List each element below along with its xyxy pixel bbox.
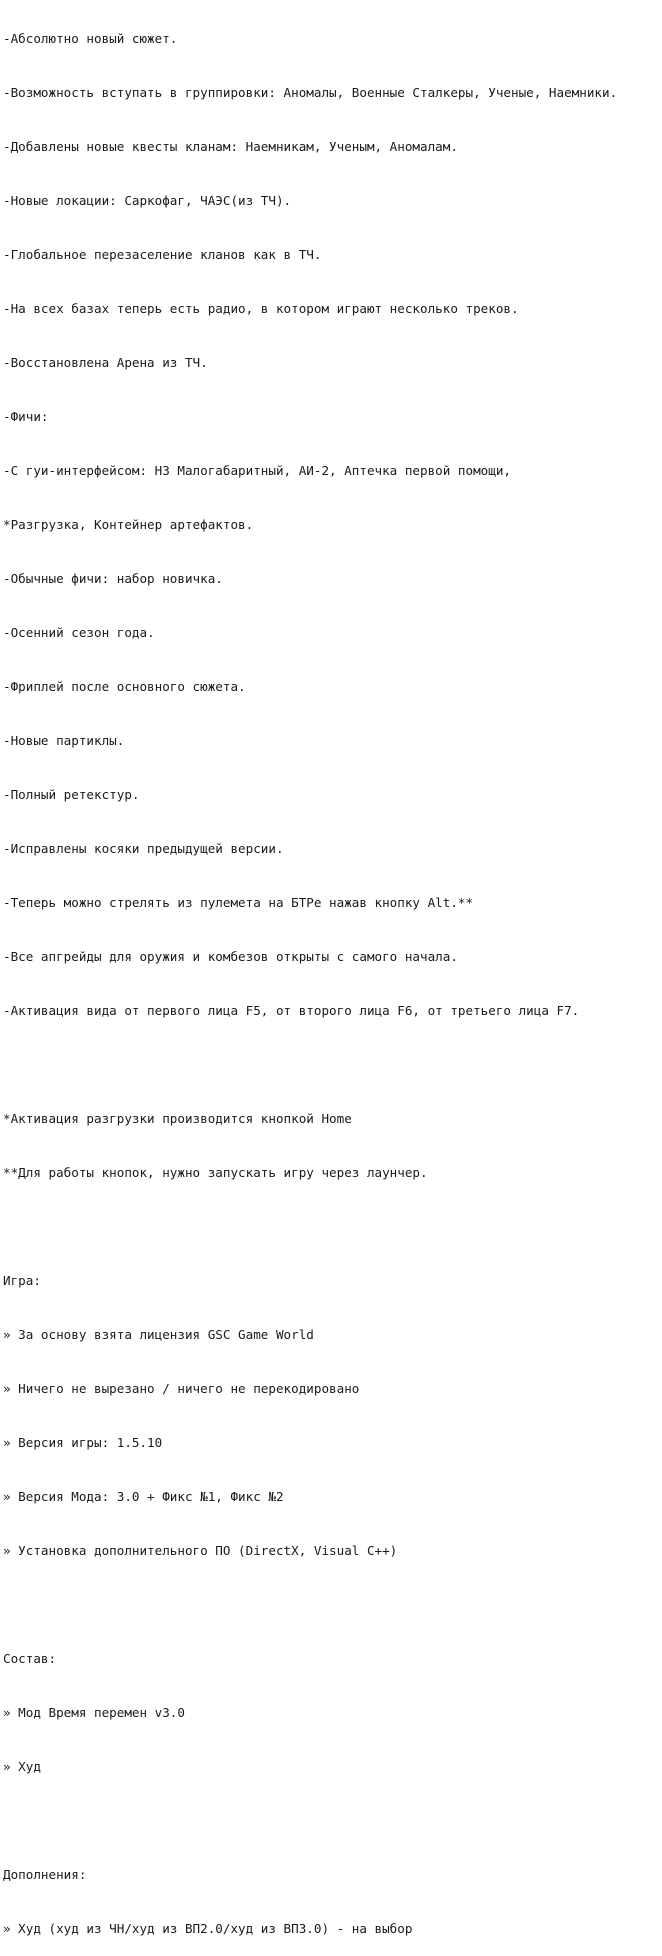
text-line: -Все апгрейды для оружия и комбезов открыты с самого начала. — [3, 949, 458, 964]
text-line: *Разгрузка, Контейнер артефактов. — [3, 517, 254, 532]
list-item: » Ничего не вырезано / ничего не перекодировано — [3, 1381, 360, 1396]
blank-line — [3, 1056, 662, 1074]
blank-line — [3, 1218, 662, 1236]
section-heading-contents: Состав: — [3, 1651, 57, 1666]
text-line: -Фриплей после основного сюжета. — [3, 679, 246, 694]
text-line: -Возможность вступать в группировки: Аномалы, Военные Сталкеры, Ученые, Наемники. — [3, 85, 618, 100]
list-item: » Мод Время перемен v3.0 — [3, 1705, 185, 1720]
list-item: » Версия игры: 1.5.10 — [3, 1435, 163, 1450]
section-heading-additions: Дополнения: — [3, 1867, 87, 1882]
text-line: -Исправлены косяки предыдущей версии. — [3, 841, 284, 856]
text-line: -Осенний сезон года. — [3, 625, 155, 640]
footnote-line: **Для работы кнопок, нужно запускать игру через лаунчер. — [3, 1165, 428, 1180]
footnote-line: *Активация разгрузки производится кнопкой Home — [3, 1111, 352, 1126]
list-item: » Установка дополнительного ПО (DirectX, Visual C++) — [3, 1543, 398, 1558]
text-line: -Обычные фичи: набор новичка. — [3, 571, 223, 586]
text-line: -Глобальное перезаселение кланов как в ТЧ. — [3, 247, 322, 262]
list-item: » За основу взята лицензия GSC Game World — [3, 1327, 314, 1342]
list-item: » Версия Мода: 3.0 + Фикс №1, Фикс №2 — [3, 1489, 284, 1504]
text-line: -Новые партиклы. — [3, 733, 125, 748]
text-line: -С гуи-интерфейсом: НЗ Малогабаритный, АИ-2, Аптечка первой помощи, — [3, 463, 511, 478]
text-line: -На всех базах теперь есть радио, в котором играют несколько треков. — [3, 301, 519, 316]
section-heading-game: Игра: — [3, 1273, 41, 1288]
text-document — [3, 0, 662, 1956]
blank-line — [3, 1596, 662, 1614]
list-item: » Худ (худ из ЧН/худ из ВП2.0/худ из ВП3.0) - на выбор — [3, 1921, 413, 1936]
text-line: -Абсолютно новый сюжет. — [3, 31, 178, 46]
blank-line — [3, 1812, 662, 1830]
text-line: -Полный ретекстур. — [3, 787, 140, 802]
text-line: -Активация вида от первого лица F5, от второго лица F6, от третьего лица F7. — [3, 1003, 580, 1018]
text-line: -Добавлены новые квесты кланам: Наемникам, Ученым, Аномалам. — [3, 139, 458, 154]
text-line: -Новые локации: Саркофаг, ЧАЭС(из ТЧ). — [3, 193, 292, 208]
list-item: » Худ — [3, 1759, 41, 1774]
text-line: -Восстановлена Арена из ТЧ. — [3, 355, 208, 370]
text-line: -Теперь можно стрелять из пулемета на БТРе нажав кнопку Alt.** — [3, 895, 474, 910]
text-line: -Фичи: — [3, 409, 49, 424]
